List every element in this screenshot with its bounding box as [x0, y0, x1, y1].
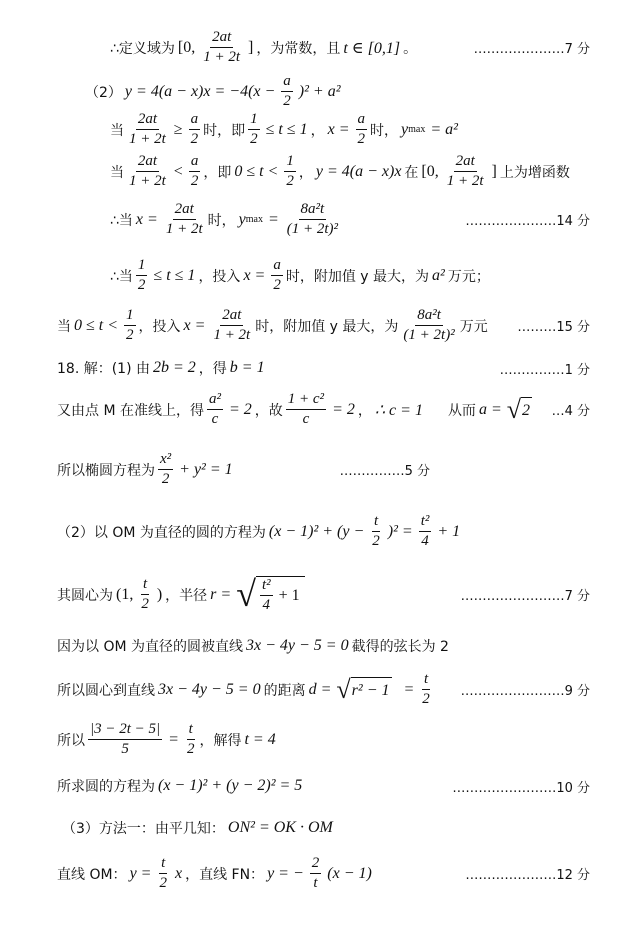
- numerator: t: [422, 672, 430, 690]
- fraction: [420, 672, 432, 707]
- numerator: 2at: [454, 154, 477, 172]
- math-expr: [0,: [421, 162, 439, 180]
- line-text: ，直线 FN：: [185, 866, 265, 883]
- numerator: 8a²t: [415, 308, 443, 326]
- numerator: 2at: [136, 112, 159, 130]
- square-root: [506, 394, 532, 424]
- line-text: 当: [110, 164, 124, 181]
- text-line: [57, 576, 640, 613]
- text-line: [57, 392, 640, 427]
- denominator: 1 + 2t: [213, 327, 251, 343]
- math-expr: (x − 1)² + (y −: [268, 522, 365, 540]
- denominator: 2: [186, 741, 195, 757]
- math-expr: 0 ≤ t <: [234, 162, 279, 180]
- math-expr: ): [156, 585, 163, 603]
- denominator: 2: [372, 533, 380, 549]
- line-text: 18. 解：(1) 由: [57, 361, 150, 377]
- fraction: [401, 308, 456, 343]
- numerator: t²: [260, 578, 273, 596]
- numerator: 2at: [173, 202, 196, 220]
- line-text: 在: [404, 164, 419, 181]
- math-expr: x =: [183, 316, 206, 334]
- text-line: [110, 30, 640, 65]
- denominator: 2: [190, 173, 199, 189]
- denominator: 2: [159, 875, 167, 891]
- line-text: 所以: [57, 732, 85, 749]
- line-text: ，解得: [199, 732, 242, 749]
- line-text: 所以椭圆方程为: [57, 462, 155, 479]
- fraction: [189, 154, 201, 189]
- numerator: 1: [124, 308, 136, 326]
- denominator: 2: [283, 93, 291, 109]
- math-expr: ≤ t ≤ 1: [153, 266, 196, 284]
- numerator: a: [271, 258, 283, 276]
- line-text: ，投入: [138, 318, 181, 335]
- math-expr: )² + a²: [298, 82, 341, 100]
- line-text: 时，附加值 y 最大，为: [285, 268, 430, 285]
- text-line: [57, 776, 640, 796]
- math-expr: y = 4(a − x)x: [315, 162, 402, 180]
- line-text: （2）: [85, 84, 122, 101]
- math-expr: = 2: [332, 400, 355, 418]
- score-marker: ……………1 分: [499, 362, 590, 378]
- numerator: a²: [207, 392, 223, 410]
- numerator: a: [189, 112, 201, 130]
- math-expr: x: [174, 864, 183, 882]
- numerator: 1: [136, 258, 148, 276]
- fraction: [185, 722, 197, 757]
- denominator: c: [302, 411, 310, 427]
- numerator: 1: [284, 154, 296, 172]
- line-text: 万元: [459, 318, 488, 335]
- fraction: [207, 392, 223, 427]
- fraction: [211, 308, 252, 343]
- subscript: max: [408, 124, 426, 135]
- fraction: [164, 202, 205, 237]
- math-expr: ON² = OK · OM: [227, 819, 333, 836]
- text-line: [57, 514, 640, 549]
- denominator: 1 + 2t: [446, 173, 484, 189]
- math-expr: x =: [243, 266, 266, 284]
- denominator: 4: [262, 597, 271, 613]
- text-line: [57, 308, 640, 343]
- denominator: 2: [422, 691, 430, 707]
- fraction: [419, 514, 432, 549]
- numerator: t²: [419, 514, 432, 532]
- fraction: [124, 308, 136, 343]
- denominator: 1 + 2t: [129, 173, 166, 189]
- math-expr: a =: [478, 400, 502, 418]
- math-expr: =: [168, 730, 179, 748]
- denominator: 5: [121, 741, 129, 757]
- line-text: 时，: [207, 212, 236, 229]
- line-text: 直线 OM：: [57, 866, 127, 883]
- radicand: 2: [521, 397, 532, 423]
- line-text: 万元；: [447, 268, 490, 285]
- denominator: 2: [141, 596, 149, 612]
- math-expr: = a²: [430, 120, 458, 138]
- text-line: [57, 358, 640, 378]
- score-marker: ………15 分: [517, 320, 590, 335]
- line-text: ∴当: [110, 212, 133, 229]
- radicand: r² − 1: [351, 677, 392, 703]
- numerator: t: [159, 856, 167, 874]
- math-expr: ∴ c = 1: [374, 401, 423, 419]
- numerator: x²: [158, 452, 173, 470]
- denominator: 2: [190, 131, 199, 147]
- numerator: a: [356, 112, 368, 130]
- line-text: 时，附加值 y 最大，为: [255, 318, 399, 335]
- fraction: [370, 514, 382, 549]
- math-expr: b = 1: [229, 359, 265, 376]
- fraction: [88, 722, 162, 757]
- math-expr: r =: [210, 585, 232, 603]
- text-line: [57, 672, 640, 707]
- math-expr: y: [401, 120, 409, 138]
- score-marker: …………………7 分: [473, 42, 590, 57]
- radical-sign-icon: √: [336, 674, 351, 704]
- line-text: 。: [403, 40, 418, 57]
- numerator: 2: [310, 856, 322, 874]
- text-line: [110, 202, 640, 237]
- score-marker: ……………………10 分: [452, 780, 590, 796]
- denominator: 1 + 2t: [129, 131, 166, 147]
- square-root: [236, 576, 304, 613]
- numerator: t: [187, 722, 195, 740]
- denominator: 2: [250, 131, 258, 147]
- line-text: 当: [57, 318, 71, 335]
- line-text: ∴定义域为: [110, 40, 175, 57]
- line-text: （3）方法一：由平几知：: [62, 821, 225, 837]
- math-expr: (x − 1)² + (y − 2)² = 5: [158, 777, 303, 794]
- line-text: 上为增函数: [499, 164, 570, 181]
- numerator: 1 + c²: [286, 392, 326, 410]
- text-line: [85, 74, 640, 109]
- math-expr: ≥: [173, 120, 183, 138]
- math-expr: a²: [432, 266, 445, 284]
- line-text: 截得的弦长为 2: [351, 639, 449, 655]
- numerator: 2at: [220, 308, 243, 326]
- math-expr: <: [173, 162, 183, 180]
- score-marker: …4 分: [551, 404, 590, 419]
- fraction: [310, 856, 322, 891]
- line-text: ，为常数，且: [256, 40, 341, 57]
- numerator: 1: [248, 112, 260, 130]
- line-text: 时，即: [203, 122, 246, 139]
- math-expr: ≤ t ≤ 1: [265, 120, 308, 138]
- line-text: 时，: [370, 122, 398, 139]
- fraction: [285, 202, 340, 237]
- math-expr: =: [403, 680, 415, 698]
- line-text: ∴当: [110, 268, 133, 285]
- math-expr: (x − 1): [327, 864, 372, 882]
- text-line: [110, 154, 640, 189]
- math-expr: =: [267, 210, 279, 228]
- text-line: [57, 856, 640, 891]
- line-text: 所求圆的方程为: [57, 779, 155, 795]
- math-expr: + 1: [278, 586, 300, 604]
- score-marker: ……………………7 分: [460, 589, 590, 604]
- text-line: [110, 112, 640, 147]
- numerator: 2at: [136, 154, 159, 172]
- fraction: [127, 112, 168, 147]
- fraction: [445, 154, 486, 189]
- denominator: 2: [273, 277, 281, 293]
- denominator: t: [313, 875, 318, 891]
- score-marker: ……………5 分: [339, 464, 430, 479]
- line-text: ，半径: [165, 587, 208, 604]
- radical-sign-icon: √: [236, 574, 256, 614]
- line-text: （2）以 OM 为直径的圆的方程为: [57, 524, 266, 541]
- line-text: ，: [310, 122, 325, 139]
- fraction: [260, 578, 273, 613]
- line-text: 从而: [447, 402, 476, 419]
- text-line: [57, 722, 640, 757]
- math-expr: t ∈ [0,1]: [343, 39, 401, 57]
- denominator: c: [211, 411, 219, 427]
- math-expr: )² =: [387, 522, 413, 540]
- fraction: [139, 577, 151, 612]
- line-text: ，: [298, 164, 313, 181]
- line-text: 当: [110, 122, 124, 139]
- text-line: [62, 818, 640, 838]
- line-text: ，投入: [198, 268, 241, 285]
- fraction: [271, 258, 283, 293]
- math-expr: ]: [491, 162, 497, 180]
- score-marker: …………………12 分: [465, 868, 590, 883]
- numerator: t: [141, 577, 149, 595]
- line-text: 又由点 M 在准线上，得: [57, 402, 204, 419]
- math-expr: (1,: [116, 585, 134, 603]
- numerator: 2at: [210, 30, 233, 48]
- denominator: 2: [286, 173, 294, 189]
- text-line: [57, 452, 640, 487]
- numerator: a: [281, 74, 293, 92]
- math-expr: y = 4(a − x)x = −4(x −: [124, 82, 276, 100]
- numerator: |3 − 2t − 5|: [88, 722, 162, 740]
- math-expr: ]: [248, 38, 254, 56]
- math-expr: = 2: [228, 400, 252, 418]
- subscript: max: [245, 214, 263, 225]
- score-marker: ……………………9 分: [460, 684, 590, 699]
- fraction: [284, 154, 296, 189]
- line-text: ，: [357, 402, 372, 419]
- math-expr: x =: [135, 210, 158, 228]
- math-expr: 2b = 2: [153, 359, 196, 376]
- math-expr: 3x − 4y − 5 = 0: [246, 637, 349, 654]
- text-line: [57, 636, 640, 656]
- fraction: [157, 856, 169, 891]
- math-expr: + 1: [437, 522, 461, 540]
- line-text: 的距离: [263, 682, 306, 699]
- fraction: [201, 30, 242, 65]
- text-line: [110, 258, 640, 293]
- denominator: (1 + 2t)²: [403, 327, 455, 343]
- line-text: 因为以 OM 为直径的圆被直线: [57, 639, 243, 655]
- denominator: 4: [421, 533, 429, 549]
- fraction: [189, 112, 201, 147]
- math-expr: y = −: [267, 864, 304, 882]
- fraction: [136, 258, 148, 293]
- radicand: [256, 576, 305, 613]
- math-expr: d =: [308, 680, 332, 698]
- square-root: [336, 674, 391, 704]
- denominator: 2: [137, 277, 146, 293]
- denominator: 2: [161, 471, 170, 487]
- denominator: (1 + 2t)²: [286, 221, 339, 237]
- numerator: 8a²t: [299, 202, 327, 220]
- math-expr: y =: [129, 864, 152, 882]
- numerator: a: [189, 154, 201, 172]
- math-expr: t = 4: [244, 730, 276, 748]
- math-expr: 3x − 4y − 5 = 0: [158, 680, 261, 698]
- line-text: 所以圆心到直线: [57, 682, 155, 699]
- score-marker: …………………14 分: [465, 214, 590, 229]
- math-expr: y: [238, 210, 246, 228]
- math-expr: [0,: [177, 38, 196, 56]
- fraction: [127, 154, 168, 189]
- line-text: ，故: [254, 402, 283, 419]
- denominator: 1 + 2t: [203, 49, 241, 65]
- fraction: [286, 392, 326, 427]
- fraction: [248, 112, 260, 147]
- denominator: 2: [357, 131, 365, 147]
- line-text: ，即: [203, 164, 232, 181]
- fraction: [158, 452, 173, 487]
- line-text: 其圆心为: [57, 587, 113, 604]
- line-text: ，得: [198, 361, 227, 377]
- fraction: [356, 112, 368, 147]
- numerator: t: [372, 514, 380, 532]
- denominator: 2: [126, 327, 134, 343]
- fraction: [281, 74, 293, 109]
- math-expr: x =: [327, 120, 350, 138]
- radical-sign-icon: √: [506, 394, 522, 424]
- denominator: 1 + 2t: [165, 221, 203, 237]
- math-expr: + y² = 1: [179, 460, 233, 478]
- math-expr: 0 ≤ t <: [74, 316, 119, 334]
